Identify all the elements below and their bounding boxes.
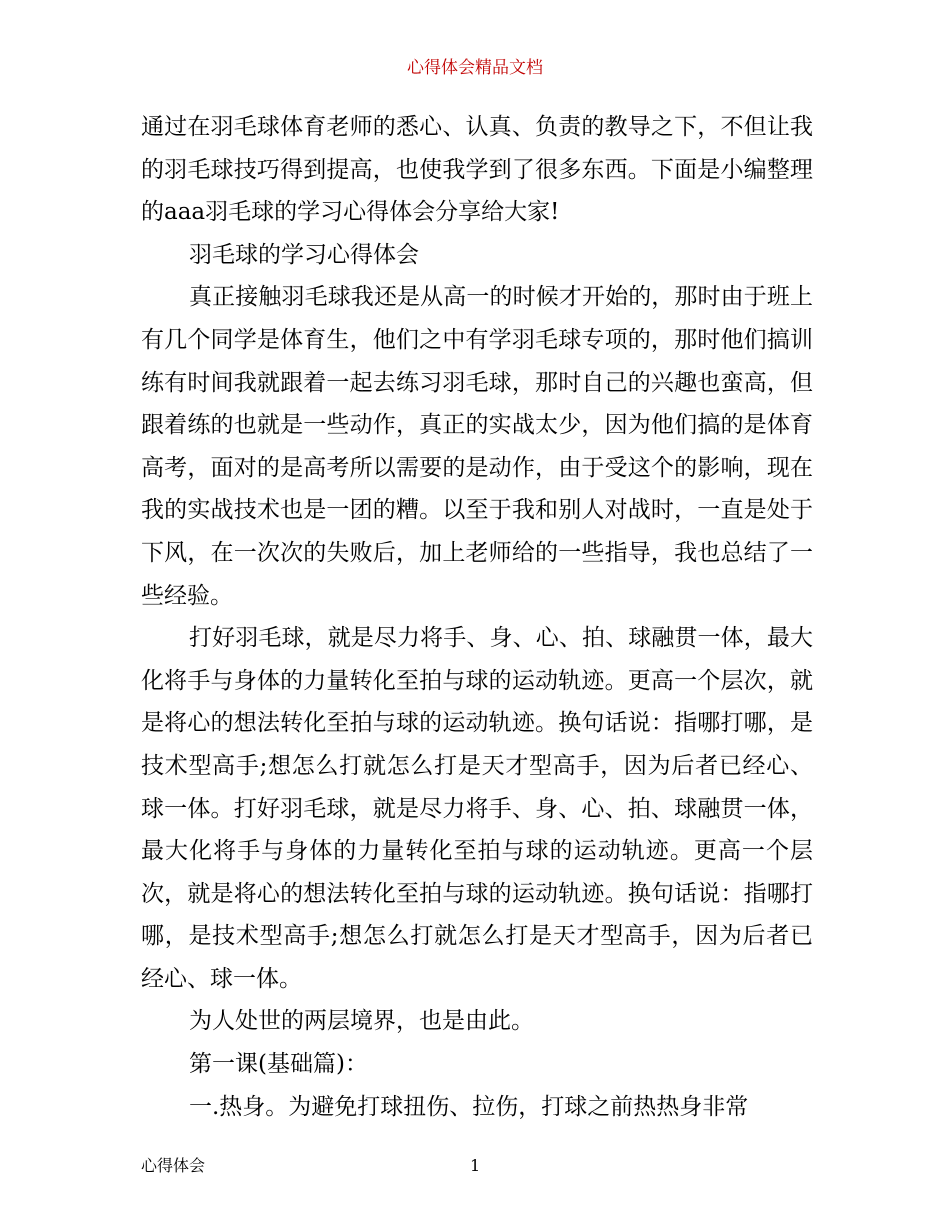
lesson-heading: 第一课(基础篇)： xyxy=(189,1051,368,1078)
body-paragraph: 真正接触羽毛球我还是从高一的时候才开始的，那时由于班上有几个同学是体育生，他们之中有学羽毛球专项的，那时他们搞训练有时间我就跟着一起去练习羽毛球，那时自己的兴趣也蛮高，但跟着练的也就是一些动作，真正的实战太少，因为他们搞的是体育高考，面对的是高考所以需要的是动作，由于受这个的影响，现在我的实战技术也是一团的糟。以至于我和别人对战时，一直是处于下风，在一次次的失败后，加上老师给的一些指导，我也总结了一些经验。 xyxy=(141,284,813,609)
section-heading: 羽毛球的学习心得体会 xyxy=(189,241,419,268)
document-body xyxy=(141,106,813,1128)
intro-paragraph: 通过在羽毛球体育老师的悉心、认真、负责的教导之下，不但让我的羽毛球技巧得到提高，也使我学到了很多东西。下面是小编整理的aaa羽毛球的学习心得体会分享给大家! xyxy=(141,114,813,226)
body-paragraph: 为人处世的两层境界，也是由此。 xyxy=(189,1008,534,1035)
body-paragraph: 一.热身。为避免打球扭伤、拉伤，打球之前热热身非常 xyxy=(189,1093,749,1120)
document-header: 心得体会精品文档 xyxy=(407,58,543,78)
footer-label: 心得体会 xyxy=(141,1156,206,1175)
page-number: 1 xyxy=(470,1156,481,1175)
body-paragraph: 打好羽毛球，就是尽力将手、身、心、拍、球融贯一体，最大化将手与身体的力量转化至拍与球的运动轨迹。更高一个层次，就是将心的想法转化至拍与球的运动轨迹。换句话说：指哪打哪，是技术型高手;想怎么打就怎么打是天才型高手，因为后者已经心、球一体。打好羽毛球，就是尽力将手、身、心、拍、球融贯一体，最大化将手与身体的力量转化至拍与球的运动轨迹。更高一个层次，就是将心的想法转化至拍与球的运动轨迹。换句话说：指哪打哪，是技术型高手;想怎么打就怎么打是天才型高手，因为后者已经心、球一体。 xyxy=(141,625,813,992)
